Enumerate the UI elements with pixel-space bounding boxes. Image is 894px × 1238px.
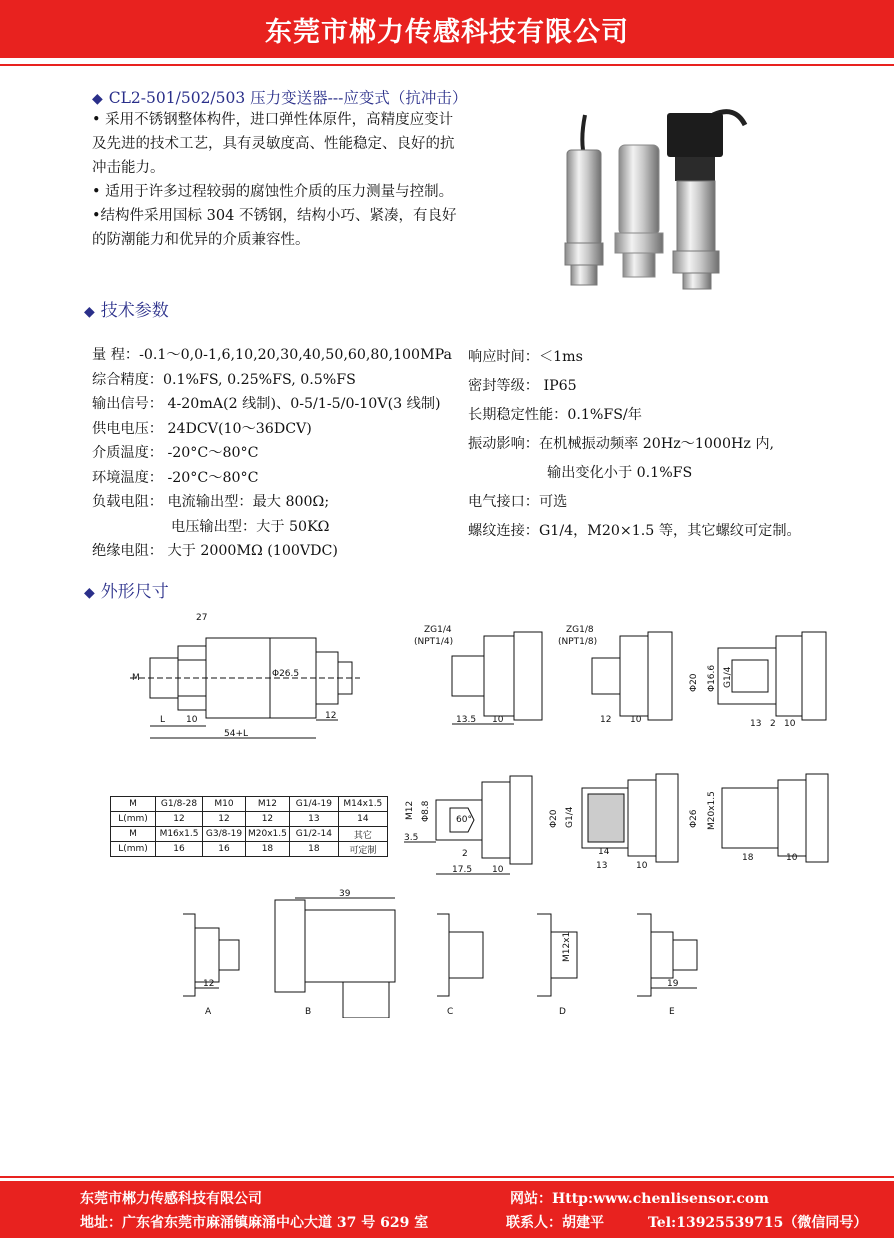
spec-value: G1/4，M20×1.5 等，其它螺纹可定制。 — [538, 523, 801, 539]
website-label: 网站： — [510, 1191, 552, 1207]
dim-10: 10 — [492, 715, 504, 725]
table-cell: 16 — [203, 842, 246, 857]
g14-female-drawing — [684, 622, 834, 734]
spec-label: 绝缘电阻： — [92, 543, 163, 559]
table-cell: M — [111, 827, 156, 842]
dim-10: 10 — [636, 861, 648, 871]
desc-line: 的防潮能力和优异的介质兼容性。 — [92, 232, 310, 248]
dim-npt18: (NPT1/8) — [558, 637, 598, 647]
spec-label: 量 程： — [92, 347, 140, 363]
footer-divider — [0, 1176, 894, 1178]
spec-row — [468, 343, 801, 372]
footer-website-row — [510, 1188, 769, 1208]
table-cell: 18 — [289, 842, 338, 857]
spec-value: 电压输出型：大于 50KΩ — [171, 518, 330, 535]
spec-label: 振动影响： — [468, 436, 539, 452]
header-divider — [0, 64, 894, 66]
footer-tel: Tel:13925539715（微信同号） — [648, 1215, 868, 1231]
table-cell: 18 — [246, 842, 290, 857]
connector-c-label: C — [447, 1007, 454, 1017]
dim-zg18: ZG1/8 — [566, 625, 594, 635]
spec-value: 24DCV(10～36DCV) — [162, 420, 312, 437]
desc-line: 冲击能力。 — [92, 160, 165, 176]
spec-value: 0.1%FS, 0.25%FS, 0.5%FS — [162, 371, 356, 388]
dim-m12x1: M12x1 — [562, 931, 572, 962]
dim-phi8-8: Φ8.8 — [421, 800, 431, 822]
connector-options-drawing — [165, 888, 725, 1018]
dim-npt14: (NPT1/4) — [414, 637, 454, 647]
transmitter-dimension-drawing — [120, 608, 370, 748]
g14-phi20-drawing — [544, 770, 684, 880]
spec-value: 4-20mA(2 线制)、0-5/1-5/0-10V(3 线制) — [162, 396, 441, 412]
table-cell: M10 — [203, 797, 246, 812]
spec-row — [92, 515, 452, 540]
dim-27: 27 — [196, 613, 208, 623]
dim-10: 10 — [492, 865, 504, 875]
dim-18: 18 — [742, 853, 754, 863]
dim-12: 12 — [203, 979, 215, 989]
contact-name: 胡建平 — [562, 1215, 604, 1231]
dim-m20: M20x1.5 — [707, 791, 717, 830]
dim-g14: G1/4 — [723, 666, 733, 688]
footer-contact-row — [506, 1212, 604, 1232]
dim-13-5: 13.5 — [456, 715, 477, 725]
website-link[interactable]: Http:www.chenlisensor.com — [552, 1191, 769, 1207]
table-cell: 14 — [338, 812, 387, 827]
footer-address: 地址：广东省东莞市麻涌镇麻涌中心大道 37 号 629 室 — [80, 1215, 429, 1231]
thread-size-table — [110, 796, 388, 857]
dim-2: 2 — [462, 849, 468, 859]
product-title-row — [92, 86, 467, 108]
diamond-icon: ◆ — [84, 585, 95, 601]
spec-row — [468, 459, 801, 488]
table-cell: L(mm) — [111, 842, 156, 857]
spec-row — [92, 441, 452, 466]
spec-row — [92, 539, 452, 564]
product-title: CL2-501/502/503 压力变送器---应变式（抗冲击） — [108, 89, 468, 107]
spec-value: 输出变化小于 0.1%FS — [547, 465, 693, 481]
dim-12: 12 — [600, 715, 612, 725]
dim-phi26: Φ26 — [689, 809, 699, 828]
dim-total: 54+L — [224, 729, 249, 739]
desc-line: •结构件采用国标 304 不锈钢，结构小巧、紧凑，有良好 — [92, 208, 457, 224]
table-cell: L(mm) — [111, 812, 156, 827]
spec-label: 密封等级： — [468, 378, 539, 394]
dim-10: 10 — [630, 715, 642, 725]
product-description — [92, 108, 456, 252]
spec-value: 电流输出型：最大 800Ω; — [162, 494, 330, 510]
dim-60deg: 60° — [456, 815, 472, 825]
spec-label: 负载电阻： — [92, 494, 163, 510]
spec-label: 输出信号： — [92, 396, 163, 412]
zg14-fitting-drawing — [412, 622, 552, 734]
table-cell: 12 — [203, 812, 246, 827]
table-row — [111, 842, 388, 857]
dim-39: 39 — [339, 889, 351, 899]
dim-10: 10 — [784, 719, 796, 729]
dim-m12: M12 — [405, 800, 415, 820]
spec-value: -20°C～80°C — [162, 445, 259, 461]
spec-value: 在机械振动频率 20Hz～1000Hz 内, — [538, 436, 775, 452]
spec-value: 可选 — [538, 494, 568, 510]
company-title: 东莞市郴力传感科技有限公司 — [265, 17, 629, 48]
specs-heading: 技术参数 — [100, 301, 169, 321]
specs-left-column — [92, 343, 452, 564]
desc-line: • 适用于许多过程较弱的腐蚀性介质的压力测量与控制。 — [92, 184, 454, 200]
spec-row — [468, 372, 801, 401]
spec-value: 0.1%FS/年 — [567, 407, 642, 423]
dim-10: 10 — [786, 853, 798, 863]
table-cell: M — [111, 797, 156, 812]
footer-company: 东莞市郴力传感科技有限公司 — [80, 1191, 262, 1207]
dim-l: L — [160, 715, 166, 725]
dim-3-5: 3.5 — [404, 833, 419, 843]
m20-fitting-drawing — [684, 770, 834, 880]
spec-label: 介质温度： — [92, 445, 163, 461]
diamond-icon: ◆ — [84, 304, 95, 320]
spec-row — [468, 488, 801, 517]
contact-label: 联系人： — [506, 1215, 562, 1231]
spec-row — [468, 430, 801, 459]
table-cell: M14x1.5 — [338, 797, 387, 812]
spec-label: 长期稳定性能： — [468, 407, 568, 423]
spec-label: 环境温度： — [92, 469, 163, 486]
spec-label: 综合精度： — [92, 371, 163, 388]
spec-row — [92, 490, 452, 515]
spec-row — [92, 392, 452, 417]
table-cell: M16x1.5 — [156, 827, 203, 842]
dim-2: 2 — [770, 719, 776, 729]
connector-a-label: A — [205, 1007, 212, 1017]
product-photo — [545, 95, 785, 295]
spec-value: IP65 — [538, 378, 577, 394]
table-row — [111, 812, 388, 827]
dim-phi20: Φ20 — [549, 809, 559, 828]
table-cell: 12 — [246, 812, 290, 827]
table-cell: 16 — [156, 842, 203, 857]
dim-17-5: 17.5 — [452, 865, 473, 875]
spec-row — [468, 401, 801, 430]
dim-m: M — [132, 673, 140, 683]
spec-row — [92, 466, 452, 491]
spec-label: 响应时间： — [468, 349, 539, 365]
connector-d-label: D — [559, 1007, 566, 1017]
dim-phi20: Φ20 — [689, 673, 699, 692]
dim-zg14: ZG1/4 — [424, 625, 452, 635]
spec-label: 供电电压： — [92, 420, 163, 437]
dim-13: 13 — [750, 719, 762, 729]
spec-value: -20°C～80°C — [162, 469, 259, 486]
connector-e-label: E — [669, 1007, 675, 1017]
table-cell: 12 — [156, 812, 203, 827]
table-cell: 13 — [289, 812, 338, 827]
connector-b-label: B — [305, 1007, 312, 1017]
table-row — [111, 827, 388, 842]
spec-row — [92, 368, 452, 393]
dim-phi26-5: Φ26.5 — [272, 669, 300, 679]
dim-10: 10 — [186, 715, 198, 725]
specs-heading-row — [84, 296, 169, 321]
table-cell: M20x1.5 — [246, 827, 290, 842]
spec-value: ＜1ms — [538, 349, 583, 365]
specs-right-column — [468, 343, 801, 546]
dimensions-heading: 外形尺寸 — [100, 582, 169, 602]
table-cell: M12 — [246, 797, 290, 812]
spec-label: 电气接口： — [468, 494, 539, 510]
table-cell: 其它 — [338, 827, 387, 842]
spec-row — [92, 343, 452, 368]
spec-value: -0.1～0,0-1,6,10,20,30,40,50,60,80,100MPa — [139, 347, 452, 363]
table-cell: G1/4-19 — [289, 797, 338, 812]
spec-row — [468, 517, 801, 546]
spec-value: 大于 2000MΩ (100VDC) — [162, 543, 338, 559]
table-cell: G3/8-19 — [203, 827, 246, 842]
spec-row — [92, 417, 452, 442]
spec-label: 螺纹连接： — [468, 523, 539, 539]
dim-13: 13 — [596, 861, 608, 871]
dim-12: 12 — [325, 711, 337, 721]
dim-14: 14 — [598, 847, 610, 857]
diamond-icon: ◆ — [92, 91, 103, 107]
table-cell: G1/8-28 — [156, 797, 203, 812]
table-cell: 可定制 — [338, 842, 387, 857]
desc-line: 及先进的技术工艺，具有灵敏度高、性能稳定、良好的抗 — [92, 136, 455, 152]
dim-phi16-6: Φ16.6 — [707, 664, 717, 692]
zg18-fitting-drawing — [556, 622, 676, 734]
dimensions-heading-row — [84, 577, 169, 602]
m12-cone-drawing — [396, 770, 536, 880]
dim-g14: G1/4 — [565, 806, 575, 828]
dim-19: 19 — [667, 979, 679, 989]
table-row — [111, 797, 388, 812]
desc-line: • 采用不锈钢整体构件，进口弹性体原件，高精度应变计 — [92, 112, 454, 128]
table-cell: G1/2-14 — [289, 827, 338, 842]
